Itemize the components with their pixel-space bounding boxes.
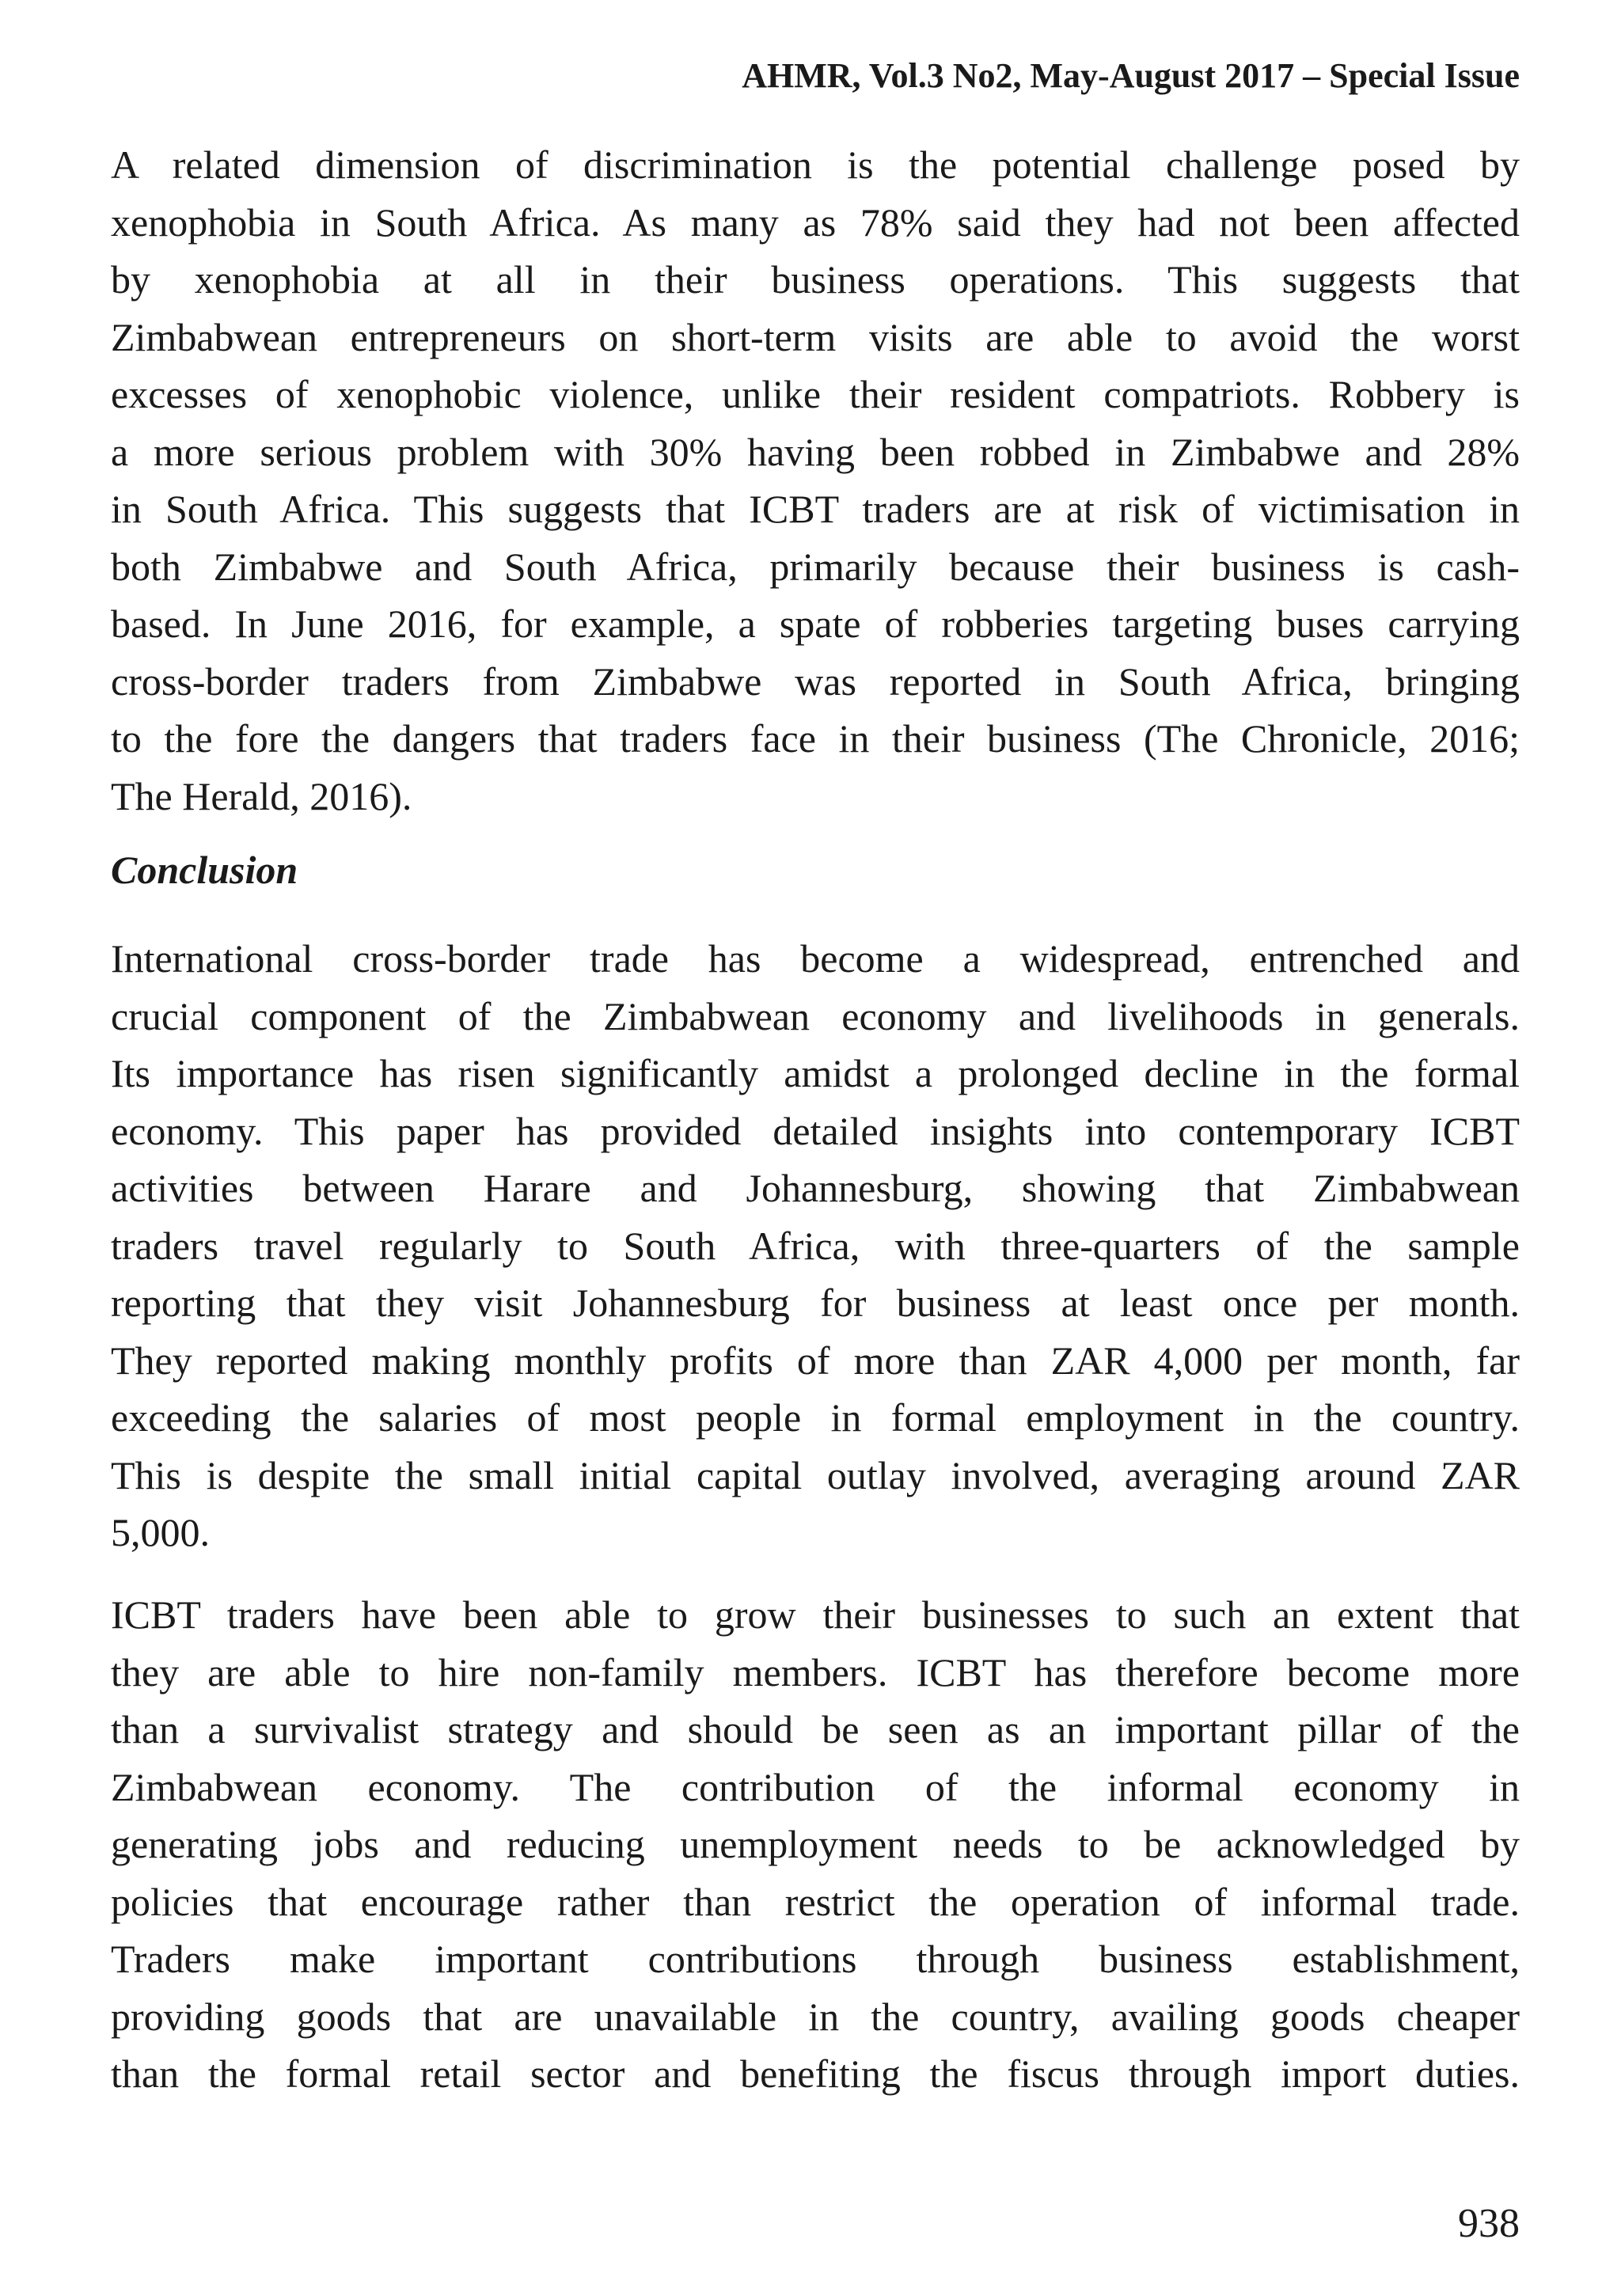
text-line: traders travel regularly to South Africa, with three-quarters of the sample: [111, 1223, 1520, 1268]
paragraph-xenophobia: [111, 136, 1520, 825]
text-line: They reported making monthly profits of more than ZAR 4,000 per month, far: [111, 1338, 1520, 1383]
text-line: to the fore the dangers that traders face in their business (The Chronicle, 2016;: [111, 716, 1520, 761]
text-line: they are able to hire non-family members. ICBT has therefore become more: [111, 1649, 1520, 1694]
text-line: generating jobs and reducing unemployment needs to be acknowledged by: [111, 1822, 1520, 1866]
text-line: in South Africa. This suggests that ICBT traders are at risk of victimisation in: [111, 487, 1520, 531]
section-heading: Conclusion: [111, 848, 298, 892]
text-line: The Herald, 2016).: [111, 773, 412, 818]
paragraph-conclusion-1: [111, 930, 1520, 1562]
text-line: cross-border traders from Zimbabwe was reported in South Africa, bringing: [111, 658, 1520, 704]
text-line: economy. This paper has provided detailed insights into contemporary ICBT: [111, 1108, 1520, 1153]
text-line: International cross-border trade has become a widespread, entrenched and: [111, 936, 1520, 981]
text-line: crucial component of the Zimbabwean economy and livelihoods in generals.: [111, 993, 1520, 1038]
text-line: xenophobia in South Africa. As many as 78% said they had not been affected: [111, 199, 1520, 245]
text-line: excesses of xenophobic violence, unlike their resident compatriots. Robbery is: [111, 372, 1520, 416]
text-line: providing goods that are unavailable in the country, availing goods cheaper: [111, 1994, 1520, 2039]
text-line: A related dimension of discrimination is the potential challenge posed by: [111, 142, 1520, 187]
running-header: AHMR, Vol.3 No2, May-August 2017 – Special Issue: [742, 56, 1520, 95]
page-number: 938: [1458, 2201, 1520, 2246]
text-line: policies that encourage rather than restrict the operation of informal trade.: [111, 1879, 1520, 1924]
text-line: a more serious problem with 30% having been robbed in Zimbabwe and 28%: [111, 429, 1520, 474]
text-line: by xenophobia at all in their business operations. This suggests that: [111, 257, 1520, 302]
text-line: This is despite the small initial capital outlay involved, averaging around ZAR: [111, 1452, 1520, 1497]
text-line: Its importance has risen significantly amidst a prolonged decline in the formal: [111, 1051, 1520, 1095]
text-line: Traders make important contributions through business establishment,: [111, 1937, 1520, 1981]
text-line: both Zimbabwe and South Africa, primarily because their business is cash-: [111, 544, 1520, 589]
text-line: than the formal retail sector and benefiting the fiscus through import duties.: [111, 2051, 1520, 2096]
text-line: reporting that they visit Johannesburg for business at least once per month.: [111, 1281, 1520, 1325]
text-line: Zimbabwean economy. The contribution of the informal economy in: [111, 1764, 1520, 1809]
text-line: than a survivalist strategy and should be seen as an important pillar of the: [111, 1707, 1520, 1751]
text-line: activities between Harare and Johannesburg, showing that Zimbabwean: [111, 1166, 1520, 1210]
text-line: based. In June 2016, for example, a spate of robberies targeting buses carrying: [111, 602, 1520, 646]
text-line: Zimbabwean entrepreneurs on short-term visits are able to avoid the worst: [111, 314, 1520, 359]
text-line: ICBT traders have been able to grow their businesses to such an extent that: [111, 1592, 1520, 1637]
paragraph-conclusion-2: [111, 1586, 1520, 2103]
text-line: exceeding the salaries of most people in formal employment in the country.: [111, 1395, 1520, 1440]
text-line: 5,000.: [111, 1510, 210, 1554]
